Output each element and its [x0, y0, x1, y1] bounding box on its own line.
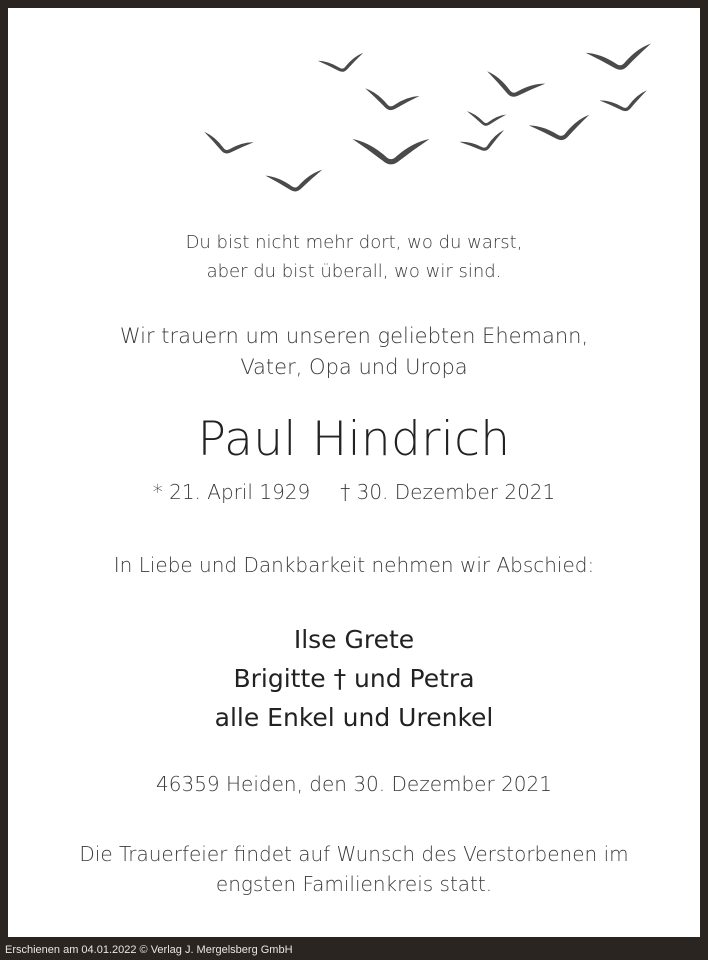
- bird-icon: [265, 170, 324, 195]
- service-note-line-1: Die Trauerfeier findet auf Wunsch des Verstorbenen im: [79, 842, 629, 866]
- intro-line-1: Wir trauern um unseren geliebten Ehemann,: [119, 324, 589, 348]
- bird-icon: [529, 115, 593, 146]
- obituary-card: [8, 8, 700, 937]
- publication-footer: Erschienen am 04.01.2022 © Verlag J. Mergelsberg GmbH: [5, 944, 293, 956]
- service-note-line-2: engsten Familienkreis statt.: [215, 872, 493, 896]
- place-date: 46359 Heiden, den 30. Dezember 2021: [156, 772, 552, 796]
- death-date: † 30. Dezember 2021: [340, 480, 556, 504]
- bird-icon: [599, 90, 650, 116]
- bird-icon: [586, 44, 654, 75]
- deceased-name: Paul Hindrich: [197, 412, 511, 467]
- bird-icon: [201, 132, 254, 159]
- intro-line-2: Vater, Opa und Uropa: [240, 355, 468, 379]
- bird-icon: [363, 88, 420, 114]
- birth-date: * 21. April 1929: [152, 480, 311, 504]
- farewell-text: In Liebe und Dankbarkeit nehmen wir Abschied:: [113, 553, 595, 577]
- quote-line-2: aber du bist überall, wo wir sind.: [206, 261, 502, 282]
- bird-icon: [460, 130, 509, 157]
- mourner-name: alle Enkel und Urenkel: [214, 703, 494, 732]
- life-dates: [8, 480, 700, 504]
- bird-icon: [483, 71, 545, 102]
- mourner-name: Ilse Grete: [293, 625, 415, 654]
- bird-icon: [318, 53, 366, 76]
- bird-icon: [353, 139, 430, 164]
- bird-icon: [466, 111, 507, 127]
- mourner-name: Brigitte † und Petra: [233, 664, 475, 693]
- quote-line-1: Du bist nicht mehr dort, wo du warst,: [185, 232, 523, 253]
- birds-in-flight-illustration: [8, 8, 700, 208]
